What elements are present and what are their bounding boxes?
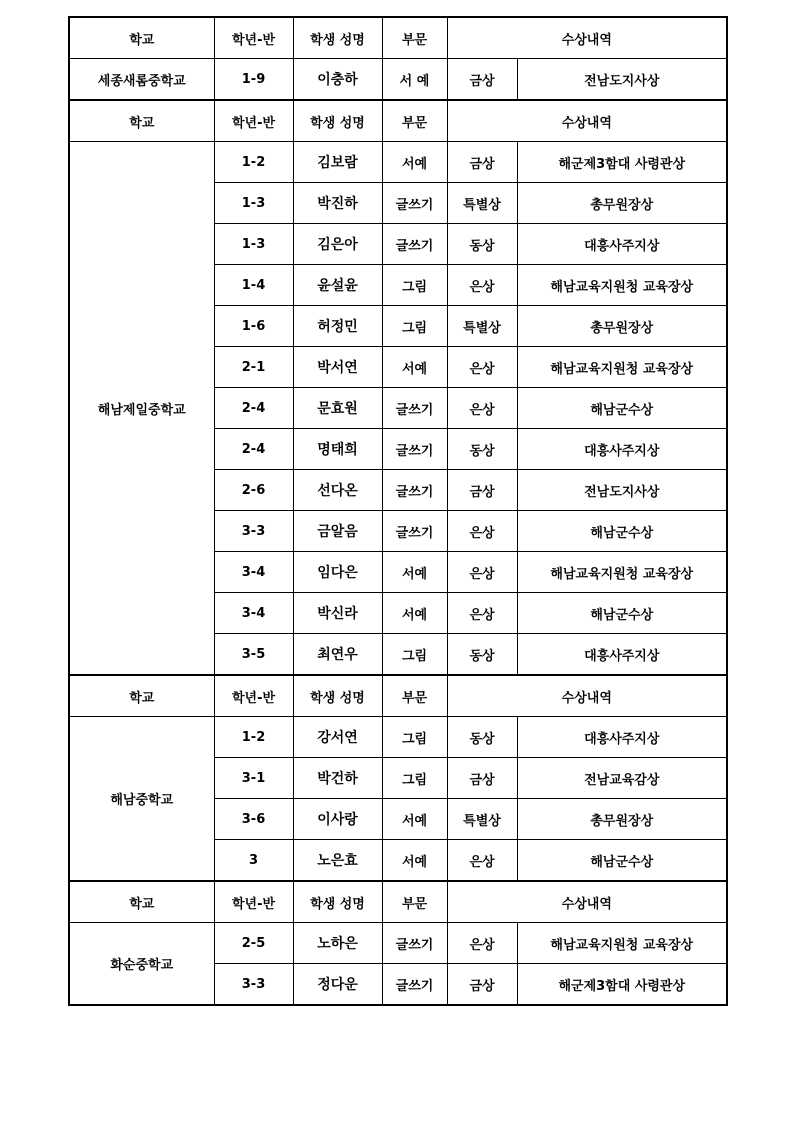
student-name-cell: 노하은: [293, 923, 382, 964]
grade-class-cell: 3-1: [214, 758, 293, 799]
header-row: [69, 17, 727, 59]
category-cell: 그림: [382, 717, 447, 758]
header-award: 수상내역: [447, 675, 727, 717]
award-cell: 해남군수상: [517, 840, 727, 882]
grade-class-cell: 3: [214, 840, 293, 882]
grade-class-cell: 3-3: [214, 964, 293, 1006]
header-grade-class: 학년-반: [214, 675, 293, 717]
prize-cell: 금상: [447, 470, 517, 511]
student-name-cell: 문효원: [293, 388, 382, 429]
prize-cell: 은상: [447, 347, 517, 388]
grade-class-cell: 3-4: [214, 552, 293, 593]
header-row: [69, 881, 727, 923]
award-cell: 해군제3함대 사령관상: [517, 142, 727, 183]
header-student-name: 학생 성명: [293, 100, 382, 142]
grade-class-cell: 3-3: [214, 511, 293, 552]
category-cell: 글쓰기: [382, 388, 447, 429]
grade-class-cell: 2-1: [214, 347, 293, 388]
header-award: 수상내역: [447, 17, 727, 59]
prize-cell: 특별상: [447, 306, 517, 347]
school-name: 해남중학교: [69, 717, 214, 882]
category-cell: 글쓰기: [382, 224, 447, 265]
award-cell: 해남교육지원청 교육장상: [517, 923, 727, 964]
student-name-cell: 김보람: [293, 142, 382, 183]
category-cell: 그림: [382, 634, 447, 676]
category-cell: 서예: [382, 142, 447, 183]
grade-class-cell: 2-4: [214, 429, 293, 470]
school-name: 해남제일중학교: [69, 142, 214, 676]
category-cell: 서예: [382, 552, 447, 593]
grade-class-cell: 1-2: [214, 142, 293, 183]
student-name-cell: 김은아: [293, 224, 382, 265]
category-cell: 그림: [382, 306, 447, 347]
award-cell: 대흥사주지상: [517, 224, 727, 265]
student-name-cell: 박신라: [293, 593, 382, 634]
student-name-cell: 허정민: [293, 306, 382, 347]
award-cell: 해남교육지원청 교육장상: [517, 552, 727, 593]
student-name-cell: 명태희: [293, 429, 382, 470]
prize-cell: 특별상: [447, 183, 517, 224]
award-cell: 해남군수상: [517, 511, 727, 552]
school-name: 세종새롬중학교: [69, 59, 214, 101]
grade-class-cell: 3-6: [214, 799, 293, 840]
grade-class-cell: 1-2: [214, 717, 293, 758]
header-category: 부문: [382, 17, 447, 59]
prize-cell: 동상: [447, 429, 517, 470]
student-name-cell: 윤설윤: [293, 265, 382, 306]
award-cell: 전남도지사상: [517, 470, 727, 511]
header-category: 부문: [382, 881, 447, 923]
category-cell: 글쓰기: [382, 511, 447, 552]
header-award: 수상내역: [447, 100, 727, 142]
category-cell: 그림: [382, 758, 447, 799]
header-school: 학교: [69, 881, 214, 923]
table-row: [69, 142, 727, 183]
category-cell: 그림: [382, 265, 447, 306]
category-cell: 서 예: [382, 59, 447, 101]
award-cell: 해남교육지원청 교육장상: [517, 347, 727, 388]
category-cell: 글쓰기: [382, 470, 447, 511]
category-cell: 서예: [382, 840, 447, 882]
student-name-cell: 선다온: [293, 470, 382, 511]
prize-cell: 금상: [447, 59, 517, 101]
header-grade-class: 학년-반: [214, 100, 293, 142]
header-student-name: 학생 성명: [293, 675, 382, 717]
grade-class-cell: 3-4: [214, 593, 293, 634]
header-grade-class: 학년-반: [214, 881, 293, 923]
student-name-cell: 이사랑: [293, 799, 382, 840]
award-cell: 총무원장상: [517, 306, 727, 347]
prize-cell: 동상: [447, 634, 517, 676]
category-cell: 서예: [382, 347, 447, 388]
prize-cell: 동상: [447, 224, 517, 265]
student-name-cell: 노은효: [293, 840, 382, 882]
header-row: [69, 100, 727, 142]
table-row: [69, 59, 727, 101]
header-category: 부문: [382, 100, 447, 142]
prize-cell: 금상: [447, 758, 517, 799]
header-school: 학교: [69, 17, 214, 59]
award-cell: 전남교육감상: [517, 758, 727, 799]
school-name: 화순중학교: [69, 923, 214, 1006]
award-cell: 대흥사주지상: [517, 717, 727, 758]
table-row: [69, 923, 727, 964]
grade-class-cell: 2-5: [214, 923, 293, 964]
grade-class-cell: 1-4: [214, 265, 293, 306]
grade-class-cell: 2-6: [214, 470, 293, 511]
grade-class-cell: 1-3: [214, 183, 293, 224]
award-cell: 전남도지사상: [517, 59, 727, 101]
student-name-cell: 박건하: [293, 758, 382, 799]
category-cell: 글쓰기: [382, 183, 447, 224]
header-student-name: 학생 성명: [293, 17, 382, 59]
grade-class-cell: 1-3: [214, 224, 293, 265]
award-cell: 해남군수상: [517, 593, 727, 634]
header-row: [69, 675, 727, 717]
student-name-cell: 최연우: [293, 634, 382, 676]
prize-cell: 은상: [447, 552, 517, 593]
header-category: 부문: [382, 675, 447, 717]
award-cell: 대흥사주지상: [517, 634, 727, 676]
student-name-cell: 박서연: [293, 347, 382, 388]
category-cell: 서예: [382, 799, 447, 840]
prize-cell: 은상: [447, 388, 517, 429]
grade-class-cell: 1-9: [214, 59, 293, 101]
header-student-name: 학생 성명: [293, 881, 382, 923]
student-name-cell: 강서연: [293, 717, 382, 758]
award-cell: 해남교육지원청 교육장상: [517, 265, 727, 306]
prize-cell: 금상: [447, 964, 517, 1006]
student-name-cell: 이충하: [293, 59, 382, 101]
prize-cell: 은상: [447, 840, 517, 882]
prize-cell: 특별상: [447, 799, 517, 840]
prize-cell: 은상: [447, 265, 517, 306]
table-row: [69, 717, 727, 758]
grade-class-cell: 3-5: [214, 634, 293, 676]
prize-cell: 금상: [447, 142, 517, 183]
category-cell: 서예: [382, 593, 447, 634]
student-name-cell: 정다운: [293, 964, 382, 1006]
awards-table-body: [69, 17, 727, 1005]
prize-cell: 은상: [447, 923, 517, 964]
prize-cell: 은상: [447, 593, 517, 634]
grade-class-cell: 1-6: [214, 306, 293, 347]
header-award: 수상내역: [447, 881, 727, 923]
prize-cell: 동상: [447, 717, 517, 758]
award-cell: 해남군수상: [517, 388, 727, 429]
award-cell: 총무원장상: [517, 183, 727, 224]
header-school: 학교: [69, 675, 214, 717]
student-name-cell: 박진하: [293, 183, 382, 224]
header-school: 학교: [69, 100, 214, 142]
category-cell: 글쓰기: [382, 923, 447, 964]
prize-cell: 은상: [447, 511, 517, 552]
category-cell: 글쓰기: [382, 964, 447, 1006]
student-name-cell: 임다은: [293, 552, 382, 593]
category-cell: 글쓰기: [382, 429, 447, 470]
student-name-cell: 금알음: [293, 511, 382, 552]
award-cell: 대흥사주지상: [517, 429, 727, 470]
award-cell: 해군제3함대 사령관상: [517, 964, 727, 1006]
grade-class-cell: 2-4: [214, 388, 293, 429]
header-grade-class: 학년-반: [214, 17, 293, 59]
award-cell: 총무원장상: [517, 799, 727, 840]
awards-table: [68, 16, 728, 1006]
